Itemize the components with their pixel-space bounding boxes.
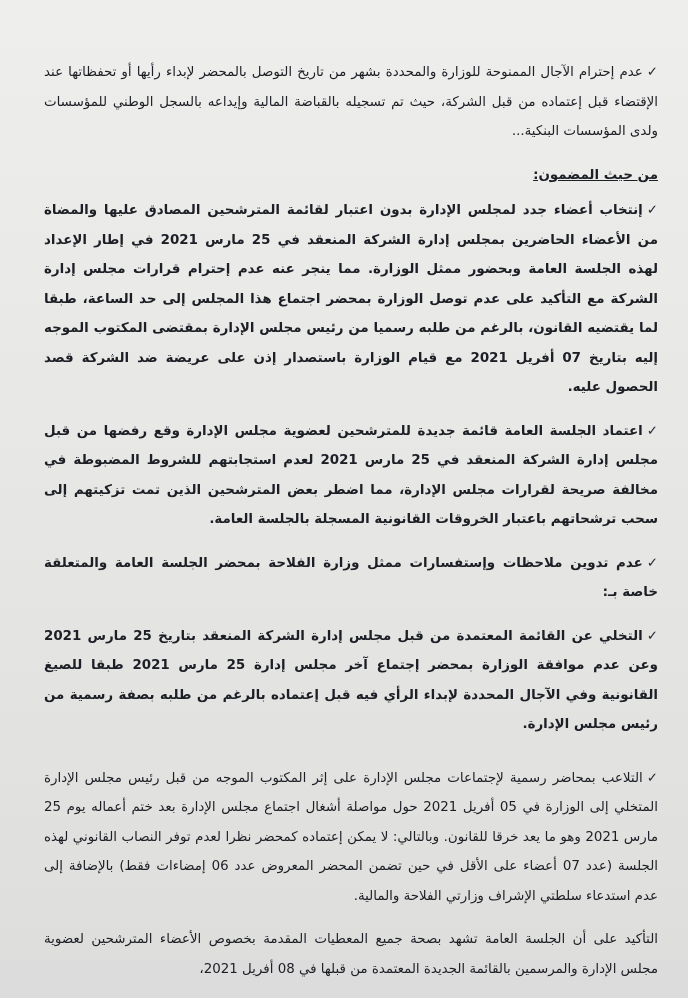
paragraph-text: عدم تدوين ملاحظات وإستفسارات ممثل وزارة الفلاحة بمحضر الجلسة العامة والمتعلقة خاصة بـ: — [44, 555, 658, 600]
paragraph-deadlines — [44, 58, 658, 147]
check-mark-icon: ✓ — [646, 628, 658, 644]
paragraph-text: إنتخاب أعضاء جدد لمجلس الإدارة بدون اعتبار لقائمة المترشحين المصادق عليها والمضاة من الأعضاء الحاضرين بمجلس إدارة الشركة المنعقد في 25 مارس 2021 في إطار الإعداد لهذه الجلسة العامة وبحضور ممثل الوزارة. مما ينجر عنه عدم إحترام قرارات مجلس إدارة الشركة مع التأكيد على عدم توصل الوزارة بمحضر اجتماع هذا المجلس إلى حد الساعة، طبقا لما يقتضيه القانون، بالرغم من طلبه رسميا من رئيس مجلس الإدارة بمقتضى المكتوب الموجه إليه بتاريخ 07 أفريل 2021 مع قيام الوزارة باستصدار إذن على عريضة ضد الشركة قصد الحصول عليه. — [44, 203, 658, 395]
paragraph-text: عدم إحترام الآجال الممنوحة للوزارة والمحددة بشهر من تاريخ التوصل بالمحضر لإبداء رأيها أو تحفظاتها عند الإقتضاء قبل إعتماده من قبل الشركة، حيث تم تسجيله بالقباضة المالية وإيداعه بالسجل الوطني للمؤسسات ولدى المؤسسات البنكية... — [44, 65, 658, 139]
document-body — [44, 58, 658, 998]
check-mark-icon: ✓ — [646, 203, 658, 218]
paragraph-text: التخلي عن القائمة المعتمدة من قبل مجلس إدارة الشركة المنعقد بتاريخ 25 مارس 2021 وعن عدم موافقة الوزارة بمحضر إجتماع آخر مجلس إدارة 25 مارس 2021 طبقا للصيغ القانونية وفي الآجال المحددة لإبداء الرأي فيه قبل إعتماده بالرغم من طلبه بصفة رسمية من رئيس مجلس الإدارة. — [44, 628, 659, 732]
check-mark-icon: ✓ — [646, 555, 658, 571]
paragraph-abandon-list — [44, 622, 658, 740]
paragraph-text: اعتماد الجلسة العامة قائمة جديدة للمترشحين لعضوية مجلس الإدارة وقع رفضها من قبل مجلس إدارة الشركة المنعقد في 25 مارس 2021 لعدم استجابتهم للشروط المضبوطة في مخالفة صريحة لقرارات مجلس الإدارة، مما اضطر بعض المترشحين الذين تمت تزكيتهم إلى سحب ترشحاتهم باعتبار الخروقات القانونية المسجلة بالجلسة العامة. — [44, 423, 658, 527]
paragraph-new-members — [44, 196, 658, 403]
spacer — [44, 754, 658, 764]
check-mark-icon: ✓ — [646, 423, 658, 439]
paragraph-new-list — [44, 417, 658, 535]
check-mark-icon: ✓ — [646, 770, 658, 786]
paragraph-text: التلاعب بمحاضر رسمية لإجتماعات مجلس الإدارة على إثر المكتوب الموجه من قبل رئيس مجلس الإدارة المتخلي إلى الوزارة في 05 أفريل 2021 حول مواصلة أشغال اجتماع مجلس الإدارة بعد ختم أعماله يوم 25 مارس 2021 وهو ما يعد خرقا للقانون. وبالتالي: لا يمكن إعتماده كمحضر نظرا لعدم توفر النصاب القانوني لهذه الجلسة (عدد 07 أعضاء على الأقل في حين تضمن المحضر المعروض عدد 06 إمضاءات فقط) بالإضافة إلى عدم استدعاء سلطتي الإشراف وزارتي الفلاحة والمالية. — [44, 770, 658, 904]
check-mark-icon: ✓ — [646, 65, 658, 80]
paragraph-remarks — [44, 549, 658, 608]
paragraph-confirmation — [44, 925, 658, 984]
paragraph-manipulation — [44, 764, 658, 912]
paragraph-text: التأكيد على أن الجلسة العامة تشهد بصحة جميع المعطيات المقدمة بخصوص الأعضاء المترشحين لعضوية مجلس الإدارة والمرسمين بالقائمة الجديدة المعتمدة من قبلها في 08 أفريل 2021، — [44, 932, 658, 977]
section-heading: من حيث المضمون: — [533, 167, 658, 183]
